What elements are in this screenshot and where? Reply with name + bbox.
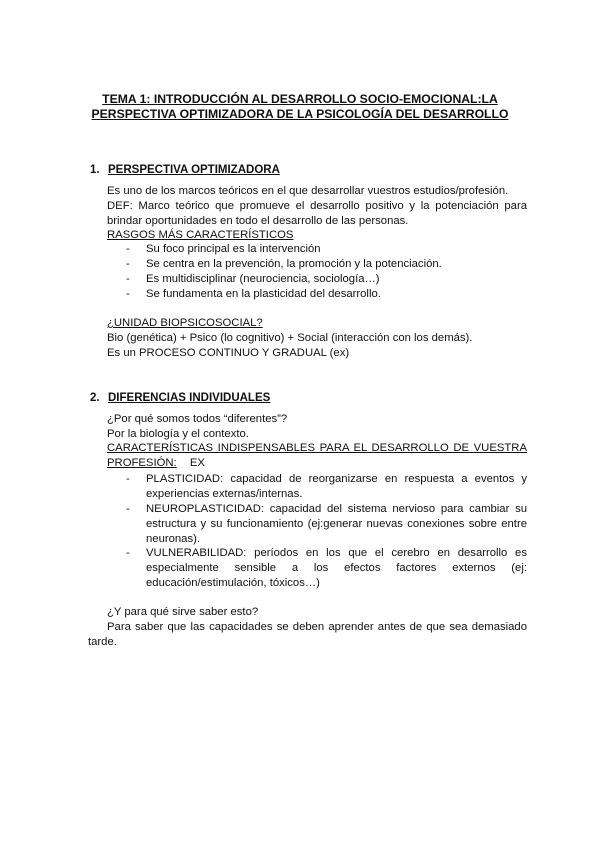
section-2-number: 2.: [90, 392, 100, 404]
rasgo-bullet-2-text: Se centra en la prevención, la promoción y la potenciación.: [146, 258, 442, 270]
vulnerabilidad-line-2: especialmente sensible a los efectos factores externos (ej:: [146, 562, 527, 574]
caracteristicas-line-1: CARACTERÍSTICAS INDISPENSABLES PARA EL DESARROLLO DE VUESTRA: [107, 442, 527, 454]
document-title: [60, 92, 540, 122]
caracteristicas-suffix: EX: [189, 457, 205, 469]
section-1-number: 1.: [90, 164, 100, 176]
section-2-title: DIFERENCIAS INDIVIDUALES: [108, 392, 271, 404]
plasticidad-line-2: experiencias externas/internas.: [146, 488, 303, 500]
neuroplasticidad-line-1: NEUROPLASTICIDAD: capacidad del sistema nervioso para cambiar su: [146, 503, 527, 515]
caracteristicas-heading: [107, 441, 527, 456]
rasgo-bullet-1-text: Su foco principal es la intervención: [146, 243, 321, 255]
vulnerabilidad-line-1: VULNERABILIDAD: períodos en los que el cerebro en desarrollo es: [146, 547, 527, 559]
neuroplasticidad-line-3: neuronas).: [146, 533, 201, 545]
closing-answer: [107, 620, 527, 635]
section-1-intro: Es uno de los marcos teóricos en el que desarrollar vuestros estudios/profesión.: [107, 185, 509, 197]
closing-line-2: tarde.: [88, 636, 117, 648]
caracteristicas-line-2: PROFESIÓN:: [107, 457, 177, 469]
closing-line-1: Para saber que las capacidades se deben aprender antes de que sea demasiado: [107, 621, 527, 633]
unidad-heading: ¿UNIDAD BIOPSICOSOCIAL?: [107, 317, 263, 329]
unidad-line-2: Es un PROCESO CONTINUO Y GRADUAL (ex): [107, 347, 350, 359]
section-2-answer: Por la biología y el contexto.: [107, 428, 249, 440]
neuroplasticidad-text: [146, 502, 527, 547]
plasticidad-text: [146, 472, 527, 502]
title-line-2: PERSPECTIVA OPTIMIZADORA DE LA PSICOLOGÍA DEL DESARROLLO: [91, 107, 509, 121]
caracteristicas-line-2-row: [107, 456, 205, 470]
title-line-1: TEMA 1: INTRODUCCIÓN AL DESARROLLO SOCIO-EMOCIONAL:LA: [102, 92, 498, 106]
closing-question: ¿Y para qué sirve saber esto?: [107, 606, 259, 618]
section-1-title: PERSPECTIVA OPTIMIZADORA: [108, 164, 280, 176]
definition-line-2: brindar oportunidades en todo el desarrollo de las personas.: [107, 215, 409, 227]
vulnerabilidad-text: [146, 546, 527, 591]
rasgo-bullet-3-text: Es multidisciplinar (neurociencia, sociología…): [146, 273, 380, 285]
unidad-line-1: Bio (genética) + Psico (lo cognitivo) + Social (interacción con los demás).: [107, 332, 473, 344]
document-page: TEMA 1: INTRODUCCIÓN AL DESARROLLO SOCIO-EMOCIONAL:LA PERSPECTIVA OPTIMIZADORA DE LA PSICOLOGÍA DEL DESARROLLO 1. PERSPECTIVA OPTIMIZADORA Es uno de los marcos teóricos en el que desarrollar vuestros estudios/profesión. DEF: Marco teórico que promueve el desarrollo positivo y la potenciación para brindar oportunidades en todo el desarrollo de las personas. RASGOS MÁS CARACTERÍSTICOS - Su foco principal es la intervención - Se centra en la prevención, la promoción y la potenciación. - Es multidisciplinar (neurociencia, sociología…) - Se fundamenta en la plasticidad del desarrollo. ¿UNIDAD BIOPSICOSOCIAL? Bio (genética) + Psico (lo cognitivo) + Social (interacción con los demás). Es un PROCESO CONTINUO Y GRADUAL (ex) 2. DIFERENCIAS INDIVIDUALES ¿Por qué somos todos “diferentes”? Por la biología y el contexto. CARACTERÍSTICAS INDISPENSABLES PARA EL DESARROLLO DE VUESTRA PROFESIÓN: EX - PLASTICIDAD: capacidad de reorganizarse en respuesta a eventos y experiencias externas/internas. - NEUROPLASTICIDAD: capacidad del sistema nervioso para cambiar su estructura y su funcionamiento (ej:generar nuevas conexiones sobre entre neuronas). - VULNERABILIDAD: períodos en los que el cerebro en desarrollo es especialmente sensible a los efectos factores externos (ej: educación/estimulación, tóxicos…) ¿Y para qué sirve saber esto? Para saber que las capacidades se deben aprender antes de que sea demasiado tarde.: [0, 0, 600, 848]
plasticidad-line-1: PLASTICIDAD: capacidad de reorganizarse en respuesta a eventos y: [146, 473, 527, 485]
definition-line-1: DEF: Marco teórico que promueve el desarrollo positivo y la potenciación para: [107, 200, 527, 212]
rasgo-bullet-4-text: Se fundamenta en la plasticidad del desarrollo.: [146, 288, 381, 300]
section-1-definition: [107, 199, 527, 229]
section-2-question: ¿Por qué somos todos “diferentes”?: [107, 413, 288, 425]
neuroplasticidad-line-2: estructura y su funcionamiento (ej:generar nuevas conexiones sobre entre: [146, 518, 527, 530]
rasgos-heading: RASGOS MÁS CARACTERÍSTICOS: [107, 229, 294, 241]
vulnerabilidad-line-3: educación/estimulación, tóxicos…): [146, 577, 320, 589]
